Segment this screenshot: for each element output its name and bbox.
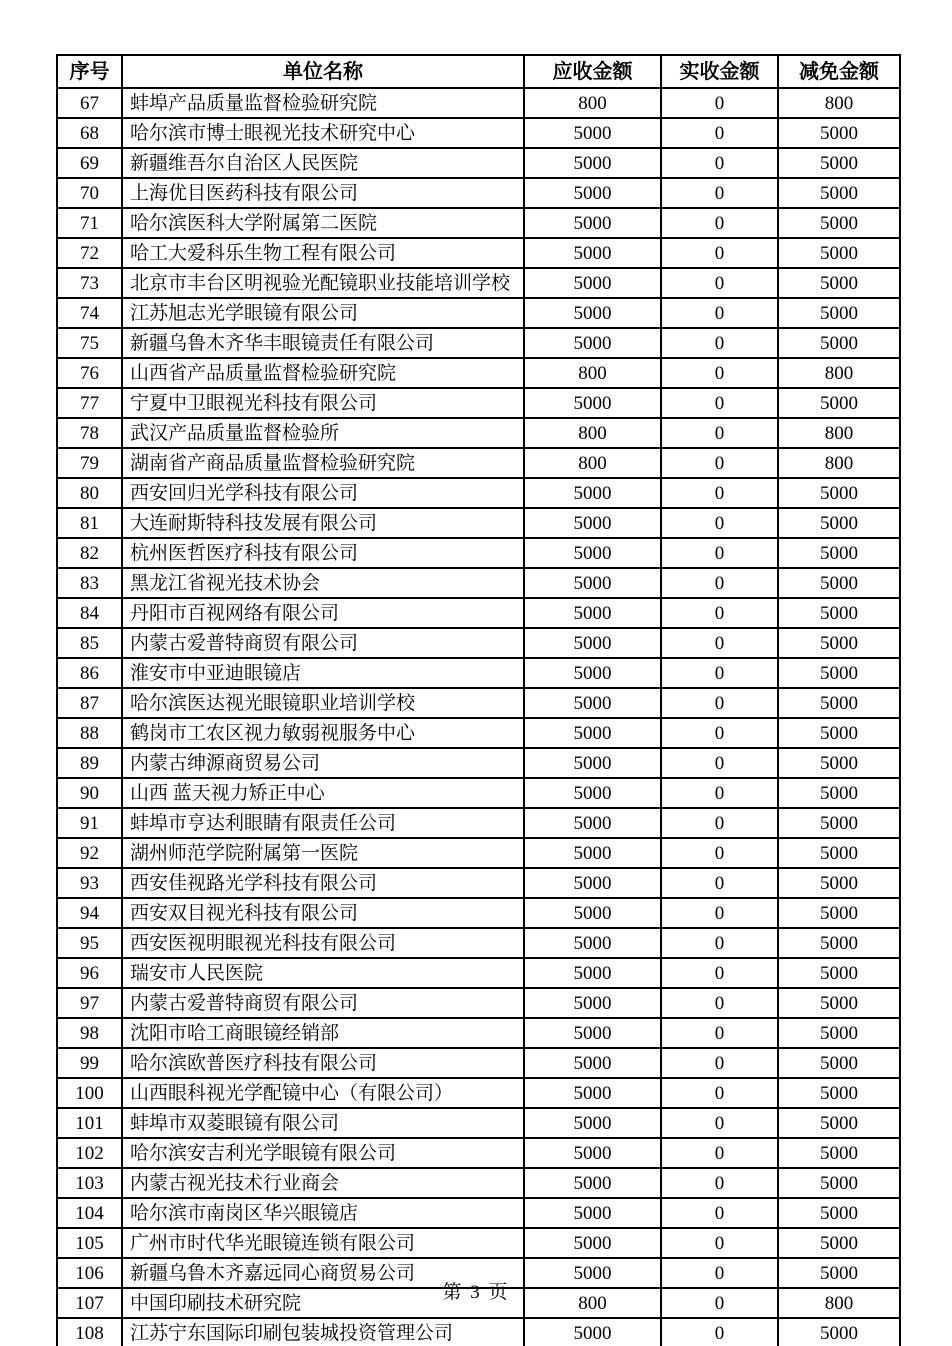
- table-body: [57, 88, 900, 1346]
- received-amount-cell: 0: [661, 298, 778, 328]
- table-row: [57, 778, 900, 808]
- table-row: [57, 568, 900, 598]
- unit-name-cell: 北京市丰台区明视验光配镜职业技能培训学校: [122, 268, 524, 298]
- reduction-amount-cell: 5000: [778, 1108, 900, 1138]
- received-amount-cell: 0: [661, 358, 778, 388]
- table-row: [57, 478, 900, 508]
- unit-name-cell: 中国印刷技术研究院: [122, 1288, 524, 1318]
- unit-name-cell: 湖州师范学院附属第一医院: [122, 838, 524, 868]
- received-amount-cell: 0: [661, 118, 778, 148]
- received-amount-cell: 0: [661, 1108, 778, 1138]
- received-amount-cell: 0: [661, 1018, 778, 1048]
- receivable-amount-cell: 5000: [524, 1198, 661, 1228]
- unit-name-cell: 西安佳视路光学科技有限公司: [122, 868, 524, 898]
- row-index-cell: 83: [57, 568, 122, 598]
- row-index-cell: 107: [57, 1288, 122, 1318]
- row-index-cell: 90: [57, 778, 122, 808]
- row-index-cell: 91: [57, 808, 122, 838]
- receivable-amount-cell: 800: [524, 358, 661, 388]
- col-header-index: 序号: [57, 55, 122, 88]
- row-index-cell: 74: [57, 298, 122, 328]
- unit-name-cell: 西安回归光学科技有限公司: [122, 478, 524, 508]
- row-index-cell: 77: [57, 388, 122, 418]
- row-index-cell: 82: [57, 538, 122, 568]
- reduction-amount-cell: 5000: [778, 1198, 900, 1228]
- table-header-row: [57, 55, 900, 88]
- reduction-amount-cell: 5000: [778, 1048, 900, 1078]
- unit-name-cell: 武汉产品质量监督检验所: [122, 418, 524, 448]
- received-amount-cell: 0: [661, 898, 778, 928]
- row-index-cell: 100: [57, 1078, 122, 1108]
- row-index-cell: 76: [57, 358, 122, 388]
- receivable-amount-cell: 5000: [524, 958, 661, 988]
- unit-name-cell: 新疆乌鲁木齐华丰眼镜责任有限公司: [122, 328, 524, 358]
- unit-name-cell: 沈阳市哈工商眼镜经销部: [122, 1018, 524, 1048]
- reduction-amount-cell: 5000: [778, 1168, 900, 1198]
- receivable-amount-cell: 5000: [524, 1078, 661, 1108]
- table-row: [57, 808, 900, 838]
- col-header-reduction-amount: 减免金额: [778, 55, 900, 88]
- reduction-amount-cell: 5000: [778, 748, 900, 778]
- receivable-amount-cell: 5000: [524, 718, 661, 748]
- unit-name-cell: 山西省产品质量监督检验研究院: [122, 358, 524, 388]
- unit-name-cell: 江苏宁东国际印刷包装城投资管理公司: [122, 1318, 524, 1346]
- receivable-amount-cell: 5000: [524, 388, 661, 418]
- reduction-amount-cell: 5000: [778, 628, 900, 658]
- table-row: [57, 988, 900, 1018]
- unit-name-cell: 广州市时代华光眼镜连锁有限公司: [122, 1228, 524, 1258]
- reduction-amount-cell: 5000: [778, 148, 900, 178]
- unit-name-cell: 哈尔滨安吉利光学眼镜有限公司: [122, 1138, 524, 1168]
- unit-name-cell: 西安医视明眼视光科技有限公司: [122, 928, 524, 958]
- reduction-amount-cell: 800: [778, 448, 900, 478]
- table-row: [57, 1198, 900, 1228]
- table-row: [57, 268, 900, 298]
- table-row: [57, 298, 900, 328]
- receivable-amount-cell: 800: [524, 418, 661, 448]
- table-row: [57, 928, 900, 958]
- row-index-cell: 99: [57, 1048, 122, 1078]
- table-row: [57, 748, 900, 778]
- row-index-cell: 88: [57, 718, 122, 748]
- receivable-amount-cell: 5000: [524, 1048, 661, 1078]
- row-index-cell: 79: [57, 448, 122, 478]
- row-index-cell: 105: [57, 1228, 122, 1258]
- receivable-amount-cell: 5000: [524, 508, 661, 538]
- row-index-cell: 104: [57, 1198, 122, 1228]
- reduction-amount-cell: 5000: [778, 208, 900, 238]
- row-index-cell: 89: [57, 748, 122, 778]
- unit-name-cell: 宁夏中卫眼视光科技有限公司: [122, 388, 524, 418]
- receivable-amount-cell: 5000: [524, 598, 661, 628]
- receivable-amount-cell: 5000: [524, 568, 661, 598]
- received-amount-cell: 0: [661, 208, 778, 238]
- row-index-cell: 68: [57, 118, 122, 148]
- table-row: [57, 238, 900, 268]
- receivable-amount-cell: 5000: [524, 1018, 661, 1048]
- unit-name-cell: 哈尔滨市博士眼视光技术研究中心: [122, 118, 524, 148]
- col-header-received-amount: 实收金额: [661, 55, 778, 88]
- receivable-amount-cell: 5000: [524, 1108, 661, 1138]
- unit-name-cell: 丹阳市百视网络有限公司: [122, 598, 524, 628]
- row-index-cell: 86: [57, 658, 122, 688]
- row-index-cell: 101: [57, 1108, 122, 1138]
- receivable-amount-cell: 5000: [524, 838, 661, 868]
- receivable-amount-cell: 5000: [524, 238, 661, 268]
- row-index-cell: 106: [57, 1258, 122, 1288]
- table-row: [57, 358, 900, 388]
- reduction-amount-cell: 5000: [778, 868, 900, 898]
- received-amount-cell: 0: [661, 748, 778, 778]
- row-index-cell: 103: [57, 1168, 122, 1198]
- reduction-amount-cell: 5000: [778, 658, 900, 688]
- table-row: [57, 898, 900, 928]
- receivable-amount-cell: 5000: [524, 148, 661, 178]
- receivable-amount-cell: 5000: [524, 1138, 661, 1168]
- received-amount-cell: 0: [661, 1048, 778, 1078]
- received-amount-cell: 0: [661, 1168, 778, 1198]
- row-index-cell: 102: [57, 1138, 122, 1168]
- unit-name-cell: 山西眼科视光学配镜中心（有限公司）: [122, 1078, 524, 1108]
- reduction-amount-cell: 5000: [778, 718, 900, 748]
- received-amount-cell: 0: [661, 1258, 778, 1288]
- received-amount-cell: 0: [661, 1078, 778, 1108]
- table-row: [57, 148, 900, 178]
- receivable-amount-cell: 5000: [524, 538, 661, 568]
- reduction-amount-cell: 5000: [778, 508, 900, 538]
- unit-name-cell: 杭州医哲医疗科技有限公司: [122, 538, 524, 568]
- received-amount-cell: 0: [661, 448, 778, 478]
- received-amount-cell: 0: [661, 928, 778, 958]
- table-row: [57, 508, 900, 538]
- receivable-amount-cell: 5000: [524, 1318, 661, 1346]
- table-row: [57, 1168, 900, 1198]
- unit-name-cell: 内蒙古绅源商贸易公司: [122, 748, 524, 778]
- receivable-amount-cell: 5000: [524, 178, 661, 208]
- receivable-amount-cell: 5000: [524, 928, 661, 958]
- received-amount-cell: 0: [661, 988, 778, 1018]
- reduction-amount-cell: 5000: [778, 1078, 900, 1108]
- table-row: [57, 538, 900, 568]
- receivable-amount-cell: 800: [524, 1288, 661, 1318]
- reduction-amount-cell: 5000: [778, 568, 900, 598]
- reduction-amount-cell: 800: [778, 88, 900, 118]
- unit-name-cell: 哈尔滨医达视光眼镜职业培训学校: [122, 688, 524, 718]
- received-amount-cell: 0: [661, 388, 778, 418]
- reduction-amount-cell: 5000: [778, 688, 900, 718]
- unit-name-cell: 哈尔滨欧普医疗科技有限公司: [122, 1048, 524, 1078]
- received-amount-cell: 0: [661, 868, 778, 898]
- reduction-amount-cell: 5000: [778, 778, 900, 808]
- received-amount-cell: 0: [661, 1288, 778, 1318]
- receivable-amount-cell: 5000: [524, 658, 661, 688]
- received-amount-cell: 0: [661, 688, 778, 718]
- receivable-amount-cell: 5000: [524, 1258, 661, 1288]
- received-amount-cell: 0: [661, 628, 778, 658]
- unit-name-cell: 哈尔滨市南岗区华兴眼镜店: [122, 1198, 524, 1228]
- row-index-cell: 70: [57, 178, 122, 208]
- page-number: 第 3 页: [442, 1282, 510, 1303]
- unit-name-cell: 蚌埠市亨达利眼睛有限责任公司: [122, 808, 524, 838]
- received-amount-cell: 0: [661, 568, 778, 598]
- received-amount-cell: 0: [661, 148, 778, 178]
- received-amount-cell: 0: [661, 808, 778, 838]
- reduction-amount-cell: 800: [778, 418, 900, 448]
- reduction-amount-cell: 5000: [778, 838, 900, 868]
- received-amount-cell: 0: [661, 238, 778, 268]
- reduction-amount-cell: 5000: [778, 328, 900, 358]
- reduction-amount-cell: 5000: [778, 388, 900, 418]
- row-index-cell: 97: [57, 988, 122, 1018]
- unit-name-cell: 山西 蓝天视力矫正中心: [122, 778, 524, 808]
- row-index-cell: 73: [57, 268, 122, 298]
- received-amount-cell: 0: [661, 658, 778, 688]
- reduction-amount-cell: 5000: [778, 238, 900, 268]
- table-row: [57, 328, 900, 358]
- fee-table: [56, 54, 901, 1346]
- row-index-cell: 67: [57, 88, 122, 118]
- received-amount-cell: 0: [661, 778, 778, 808]
- received-amount-cell: 0: [661, 418, 778, 448]
- unit-name-cell: 蚌埠市双菱眼镜有限公司: [122, 1108, 524, 1138]
- received-amount-cell: 0: [661, 1318, 778, 1346]
- table-row: [57, 1228, 900, 1258]
- received-amount-cell: 0: [661, 268, 778, 298]
- received-amount-cell: 0: [661, 508, 778, 538]
- table-row: [57, 208, 900, 238]
- row-index-cell: 75: [57, 328, 122, 358]
- reduction-amount-cell: 5000: [778, 1228, 900, 1258]
- receivable-amount-cell: 5000: [524, 328, 661, 358]
- received-amount-cell: 0: [661, 958, 778, 988]
- reduction-amount-cell: 5000: [778, 898, 900, 928]
- unit-name-cell: 上海优目医药科技有限公司: [122, 178, 524, 208]
- table-row: [57, 1078, 900, 1108]
- unit-name-cell: 鹤岗市工农区视力敏弱视服务中心: [122, 718, 524, 748]
- receivable-amount-cell: 5000: [524, 1168, 661, 1198]
- reduction-amount-cell: 5000: [778, 928, 900, 958]
- row-index-cell: 69: [57, 148, 122, 178]
- unit-name-cell: 内蒙古视光技术行业商会: [122, 1168, 524, 1198]
- table-row: [57, 658, 900, 688]
- row-index-cell: 80: [57, 478, 122, 508]
- table-row: [57, 178, 900, 208]
- table-row: [57, 448, 900, 478]
- reduction-amount-cell: 5000: [778, 298, 900, 328]
- row-index-cell: 84: [57, 598, 122, 628]
- reduction-amount-cell: 5000: [778, 1318, 900, 1346]
- table-row: [57, 628, 900, 658]
- unit-name-cell: 哈尔滨医科大学附属第二医院: [122, 208, 524, 238]
- reduction-amount-cell: 800: [778, 358, 900, 388]
- row-index-cell: 85: [57, 628, 122, 658]
- received-amount-cell: 0: [661, 838, 778, 868]
- receivable-amount-cell: 5000: [524, 868, 661, 898]
- receivable-amount-cell: 5000: [524, 898, 661, 928]
- reduction-amount-cell: 5000: [778, 538, 900, 568]
- receivable-amount-cell: 5000: [524, 628, 661, 658]
- row-index-cell: 78: [57, 418, 122, 448]
- table-row: [57, 88, 900, 118]
- row-index-cell: 92: [57, 838, 122, 868]
- reduction-amount-cell: 5000: [778, 1258, 900, 1288]
- receivable-amount-cell: 800: [524, 88, 661, 118]
- received-amount-cell: 0: [661, 328, 778, 358]
- table-row: [57, 958, 900, 988]
- table-row: [57, 1108, 900, 1138]
- reduction-amount-cell: 5000: [778, 988, 900, 1018]
- reduction-amount-cell: 5000: [778, 1138, 900, 1168]
- row-index-cell: 71: [57, 208, 122, 238]
- table-row: [57, 1138, 900, 1168]
- table-row: [57, 598, 900, 628]
- received-amount-cell: 0: [661, 718, 778, 748]
- unit-name-cell: 哈工大爱科乐生物工程有限公司: [122, 238, 524, 268]
- unit-name-cell: 江苏旭志光学眼镜有限公司: [122, 298, 524, 328]
- receivable-amount-cell: 5000: [524, 208, 661, 238]
- unit-name-cell: 黑龙江省视光技术协会: [122, 568, 524, 598]
- reduction-amount-cell: 800: [778, 1288, 900, 1318]
- reduction-amount-cell: 5000: [778, 958, 900, 988]
- unit-name-cell: 新疆维吾尔自治区人民医院: [122, 148, 524, 178]
- receivable-amount-cell: 5000: [524, 988, 661, 1018]
- unit-name-cell: 内蒙古爱普特商贸有限公司: [122, 988, 524, 1018]
- receivable-amount-cell: 800: [524, 448, 661, 478]
- table-row: [57, 1018, 900, 1048]
- receivable-amount-cell: 5000: [524, 778, 661, 808]
- col-header-unit-name: 单位名称: [122, 55, 524, 88]
- received-amount-cell: 0: [661, 88, 778, 118]
- reduction-amount-cell: 5000: [778, 808, 900, 838]
- receivable-amount-cell: 5000: [524, 808, 661, 838]
- table-row: [57, 718, 900, 748]
- unit-name-cell: 西安双目视光科技有限公司: [122, 898, 524, 928]
- reduction-amount-cell: 5000: [778, 178, 900, 208]
- reduction-amount-cell: 5000: [778, 1018, 900, 1048]
- row-index-cell: 94: [57, 898, 122, 928]
- received-amount-cell: 0: [661, 478, 778, 508]
- received-amount-cell: 0: [661, 178, 778, 208]
- reduction-amount-cell: 5000: [778, 598, 900, 628]
- received-amount-cell: 0: [661, 538, 778, 568]
- unit-name-cell: 蚌埠产品质量监督检验研究院: [122, 88, 524, 118]
- received-amount-cell: 0: [661, 1228, 778, 1258]
- table-row: [57, 838, 900, 868]
- row-index-cell: 81: [57, 508, 122, 538]
- table-row: [57, 1318, 900, 1346]
- receivable-amount-cell: 5000: [524, 748, 661, 778]
- receivable-amount-cell: 5000: [524, 268, 661, 298]
- table-row: [57, 418, 900, 448]
- row-index-cell: 108: [57, 1318, 122, 1346]
- row-index-cell: 93: [57, 868, 122, 898]
- unit-name-cell: 新疆乌鲁木齐嘉远同心商贸易公司: [122, 1258, 524, 1288]
- row-index-cell: 72: [57, 238, 122, 268]
- reduction-amount-cell: 5000: [778, 118, 900, 148]
- receivable-amount-cell: 5000: [524, 118, 661, 148]
- unit-name-cell: 瑞安市人民医院: [122, 958, 524, 988]
- table-row: [57, 688, 900, 718]
- table-row: [57, 868, 900, 898]
- table-row: [57, 388, 900, 418]
- table-row: [57, 118, 900, 148]
- receivable-amount-cell: 5000: [524, 478, 661, 508]
- unit-name-cell: 大连耐斯特科技发展有限公司: [122, 508, 524, 538]
- row-index-cell: 87: [57, 688, 122, 718]
- receivable-amount-cell: 5000: [524, 688, 661, 718]
- unit-name-cell: 湖南省产商品质量监督检验研究院: [122, 448, 524, 478]
- row-index-cell: 96: [57, 958, 122, 988]
- receivable-amount-cell: 5000: [524, 298, 661, 328]
- reduction-amount-cell: 5000: [778, 268, 900, 298]
- unit-name-cell: 内蒙古爱普特商贸有限公司: [122, 628, 524, 658]
- table-row: [57, 1048, 900, 1078]
- row-index-cell: 98: [57, 1018, 122, 1048]
- receivable-amount-cell: 5000: [524, 1228, 661, 1258]
- received-amount-cell: 0: [661, 598, 778, 628]
- col-header-receivable-amount: 应收金额: [524, 55, 661, 88]
- received-amount-cell: 0: [661, 1138, 778, 1168]
- received-amount-cell: 0: [661, 1198, 778, 1228]
- reduction-amount-cell: 5000: [778, 478, 900, 508]
- row-index-cell: 95: [57, 928, 122, 958]
- unit-name-cell: 淮安市中亚迪眼镜店: [122, 658, 524, 688]
